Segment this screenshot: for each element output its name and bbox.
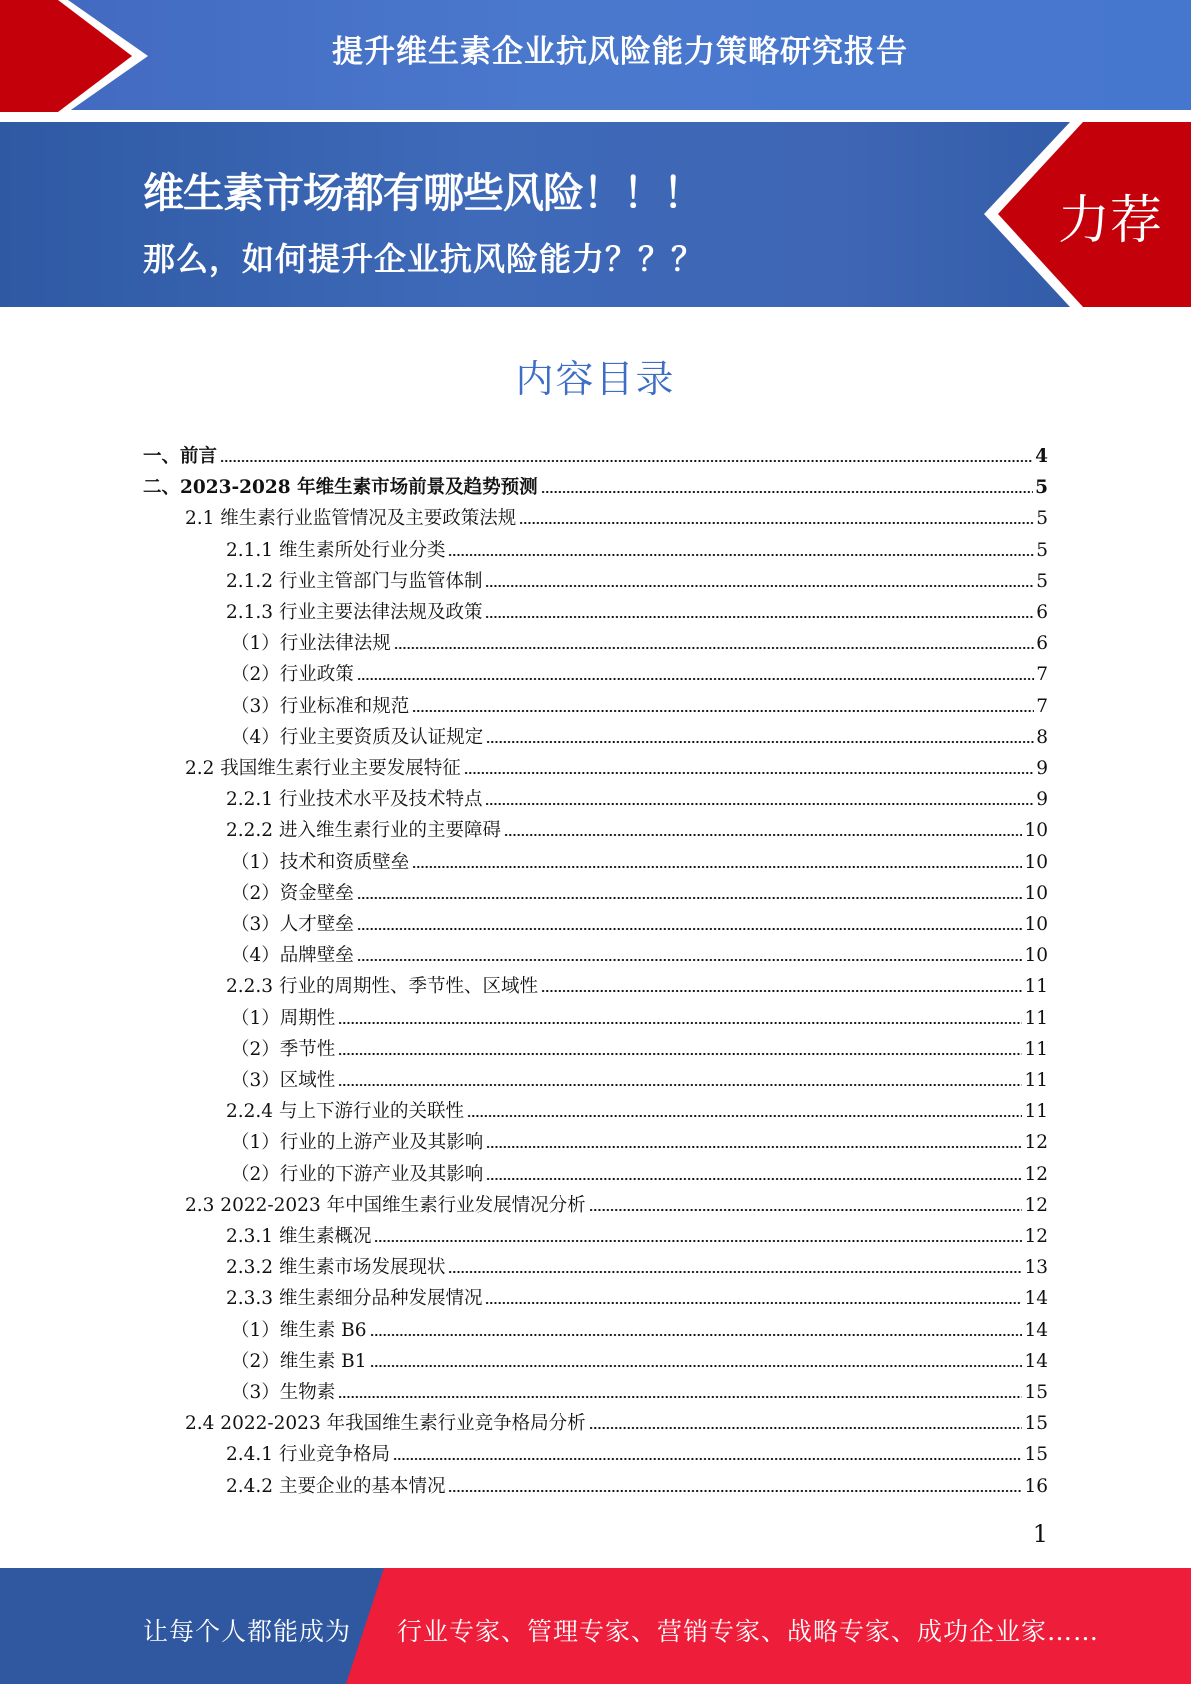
toc-entry-page: 13 xyxy=(1024,1257,1048,1279)
toc-entry-label: 2.2.3 行业的周期性、季节性、区域性 xyxy=(226,976,538,998)
toc-entry-page: 15 xyxy=(1024,1382,1048,1403)
toc-entry[interactable] xyxy=(231,1373,1048,1404)
toc-dot-leader xyxy=(541,988,1022,994)
toc-entry[interactable] xyxy=(231,905,1048,936)
toc-entry[interactable] xyxy=(231,1123,1048,1154)
page-number: 1 xyxy=(1032,1520,1048,1548)
toc-entry[interactable] xyxy=(231,1061,1048,1092)
banner-subheadline: 那么，如何提升企业抗风险能力？？？ xyxy=(143,240,705,278)
toc-entry-page: 5 xyxy=(1035,477,1048,499)
toc-dot-leader xyxy=(541,489,1034,495)
toc-entry-page: 15 xyxy=(1024,1444,1048,1466)
toc-entry-label: 2.2.4 与上下游行业的关联性 xyxy=(226,1101,464,1123)
toc-entry-page: 8 xyxy=(1036,726,1048,748)
toc-entry[interactable] xyxy=(231,1155,1048,1186)
toc-entry-label: 2.3 2022-2023 年中国维生素行业发展情况分析 xyxy=(185,1194,586,1216)
toc-entry[interactable] xyxy=(231,936,1048,967)
toc-dot-leader xyxy=(485,1300,1022,1306)
toc-dot-leader xyxy=(589,1207,1023,1213)
toc-entry-label: （1）行业的上游产业及其影响 xyxy=(231,1132,484,1154)
toc-entry-label: （4）品牌壁垒 xyxy=(231,945,354,967)
toc-entry[interactable] xyxy=(231,1311,1048,1342)
toc-entry-label: （2）资金壁垒 xyxy=(231,882,354,904)
toc-entry-label: 2.4.1 行业竞争格局 xyxy=(226,1444,390,1466)
toc-entry[interactable] xyxy=(231,655,1048,686)
toc-entry[interactable] xyxy=(231,718,1048,749)
toc-dot-leader xyxy=(486,1176,1022,1182)
toc-entry[interactable] xyxy=(185,1404,1048,1435)
toc-entry-label: 2.2.1 行业技术水平及技术特点 xyxy=(226,789,483,811)
toc-entry-page: 14 xyxy=(1024,1319,1048,1341)
toc-entry-label: 2.4 2022-2023 年我国维生素行业竞争格局分析 xyxy=(185,1413,586,1435)
toc-entry-page: 6 xyxy=(1036,633,1048,655)
toc-entry-page: 10 xyxy=(1024,882,1048,904)
toc-entry[interactable] xyxy=(226,811,1048,842)
toc-entry-page: 11 xyxy=(1024,1007,1048,1029)
toc-entry[interactable] xyxy=(226,531,1048,562)
toc-entry-page: 14 xyxy=(1024,1350,1048,1372)
toc-entry-page: 10 xyxy=(1024,914,1048,935)
toc-entry-page: 6 xyxy=(1036,602,1048,623)
toc-entry-label: 二、2023-2028 年维生素市场前景及趋势预测 xyxy=(143,477,538,499)
toc-dot-leader xyxy=(485,583,1034,589)
toc-dot-leader xyxy=(448,1269,1022,1275)
toc-dot-leader xyxy=(220,458,1033,464)
toc-dot-leader xyxy=(504,832,1022,838)
toc-dot-leader xyxy=(357,676,1034,682)
toc-entry-page: 16 xyxy=(1024,1475,1048,1497)
toc-dot-leader xyxy=(394,645,1034,651)
toc-dot-leader xyxy=(448,552,1034,558)
toc-entry-page: 11 xyxy=(1024,1070,1048,1091)
toc-entry-page: 10 xyxy=(1024,851,1048,873)
toc-dot-leader xyxy=(357,926,1023,932)
toc-entry-label: （2）行业政策 xyxy=(231,664,354,686)
toc-dot-leader xyxy=(374,1238,1022,1244)
toc-entry-page: 9 xyxy=(1036,758,1048,779)
toc-entry[interactable] xyxy=(226,562,1048,593)
toc-entry-label: 2.2.2 进入维生素行业的主要障碍 xyxy=(226,820,501,842)
toc-dot-leader xyxy=(485,801,1034,807)
toc-entry-label: （3）人才壁垒 xyxy=(231,914,354,935)
toc-entry[interactable] xyxy=(185,499,1048,530)
toc-entry-label: （4）行业主要资质及认证规定 xyxy=(231,726,484,748)
toc-entry-page: 14 xyxy=(1024,1288,1048,1310)
toc-dot-leader xyxy=(485,614,1034,620)
toc-entry[interactable] xyxy=(231,1030,1048,1061)
toc-entry[interactable] xyxy=(143,468,1048,499)
toc-dot-leader xyxy=(464,770,1034,776)
toc-dot-leader xyxy=(486,1144,1022,1150)
toc-entry-label: （1）行业法律法规 xyxy=(231,633,391,655)
recommend-badge-label: 力荐 xyxy=(1058,191,1163,251)
toc-dot-leader xyxy=(370,1363,1023,1369)
toc-entry-page: 5 xyxy=(1036,570,1048,592)
top-red-arrow xyxy=(0,0,160,112)
toc-entry[interactable] xyxy=(231,1342,1048,1373)
toc-entry[interactable] xyxy=(226,1248,1048,1279)
toc-entry-page: 7 xyxy=(1036,664,1048,686)
toc-entry[interactable] xyxy=(226,1092,1048,1123)
toc-entry[interactable] xyxy=(226,1467,1048,1498)
toc-dot-leader xyxy=(589,1425,1023,1431)
toc-dot-leader xyxy=(338,1051,1022,1057)
toc-entry-page: 7 xyxy=(1036,695,1048,717)
toc-entry-label: （3）行业标准和规范 xyxy=(231,695,410,717)
toc-dot-leader xyxy=(467,1113,1022,1119)
report-title: 提升维生素企业抗风险能力策略研究报告 xyxy=(332,34,908,70)
toc-entry-page: 15 xyxy=(1024,1413,1048,1435)
toc-entry-label: （3）区域性 xyxy=(231,1070,336,1091)
toc-entry-label: 2.3.1 维生素概况 xyxy=(226,1226,372,1247)
toc-entry-page: 10 xyxy=(1024,945,1048,967)
toc-dot-leader xyxy=(412,708,1034,714)
toc-entry-page: 12 xyxy=(1024,1132,1048,1154)
toc-entry-page: 11 xyxy=(1024,1038,1048,1060)
toc-entry-label: （1）技术和资质壁垒 xyxy=(231,851,410,873)
toc-entry[interactable] xyxy=(185,1186,1048,1217)
toc-entry-label: （2）维生素 B1 xyxy=(231,1350,367,1372)
toc-entry-page: 11 xyxy=(1024,976,1048,998)
toc-dot-leader xyxy=(393,1456,1022,1462)
toc-dot-leader xyxy=(357,895,1023,901)
toc-heading: 内容目录 xyxy=(515,357,676,401)
toc-entry-label: 一、前言 xyxy=(143,446,218,467)
toc-entry-page: 9 xyxy=(1036,789,1048,811)
toc-dot-leader xyxy=(486,739,1034,745)
toc-entry-page: 5 xyxy=(1036,539,1048,561)
toc-dot-leader xyxy=(448,1488,1022,1494)
toc-entry-label: （1）维生素 B6 xyxy=(231,1319,367,1341)
toc-entry[interactable] xyxy=(226,780,1048,811)
toc-entry-label: 2.1 维生素行业监管情况及主要政策法规 xyxy=(185,508,517,530)
footer-slogan-left: 让每个人都能成为 xyxy=(143,1617,352,1646)
toc-dot-leader xyxy=(370,1332,1023,1338)
toc-entry[interactable] xyxy=(226,967,1048,998)
banner-headline: 维生素市场都有哪些风险！！！ xyxy=(143,169,703,217)
toc-dot-leader xyxy=(519,520,1034,526)
toc-entry-label: 2.3.3 维生素细分品种发展情况 xyxy=(226,1288,483,1310)
toc-entry-page: 5 xyxy=(1036,508,1048,530)
toc-entry[interactable] xyxy=(231,843,1048,874)
toc-entry[interactable] xyxy=(231,874,1048,905)
toc-entry[interactable] xyxy=(185,749,1048,780)
toc-entry-page: 12 xyxy=(1024,1194,1048,1216)
toc-entry-page: 11 xyxy=(1024,1101,1048,1123)
toc-entry[interactable] xyxy=(226,1279,1048,1310)
toc-entry-label: （2）行业的下游产业及其影响 xyxy=(231,1163,484,1185)
toc-entry-label: 2.1.1 维生素所处行业分类 xyxy=(226,539,446,561)
toc-entry[interactable] xyxy=(143,437,1048,468)
toc-dot-leader xyxy=(412,864,1022,870)
toc-dot-leader xyxy=(338,1020,1022,1026)
toc-entry-label: 2.4.2 主要企业的基本情况 xyxy=(226,1475,446,1497)
toc-dot-leader xyxy=(338,1394,1022,1400)
toc-dot-leader xyxy=(338,1082,1022,1088)
toc-entry-page: 10 xyxy=(1024,820,1048,842)
toc-entry[interactable] xyxy=(226,1435,1048,1466)
toc-entry-page: 12 xyxy=(1024,1163,1048,1185)
toc-entry-label: （2）季节性 xyxy=(231,1038,336,1060)
toc-entry-label: 2.1.3 行业主要法律法规及政策 xyxy=(226,602,483,623)
toc-entry-label: 2.1.2 行业主管部门与监管体制 xyxy=(226,570,483,592)
toc-entry-label: （1）周期性 xyxy=(231,1007,336,1029)
toc-entry-label: （3）生物素 xyxy=(231,1382,336,1403)
toc-entry[interactable] xyxy=(231,999,1048,1030)
toc-entry[interactable] xyxy=(231,687,1048,718)
toc-entry[interactable] xyxy=(231,624,1048,655)
toc-entry-page: 4 xyxy=(1035,446,1048,467)
toc-entry-label: 2.2 我国维生素行业主要发展特征 xyxy=(185,758,461,779)
toc-entry-page: 12 xyxy=(1024,1226,1048,1247)
footer-slogan-right: 行业专家、管理专家、营销专家、战略专家、成功企业家…… xyxy=(397,1617,1100,1646)
toc-dot-leader xyxy=(357,957,1023,963)
toc-entry[interactable] xyxy=(226,1217,1048,1248)
toc-entry-label: 2.3.2 维生素市场发展现状 xyxy=(226,1257,446,1279)
toc-entry[interactable] xyxy=(226,593,1048,624)
